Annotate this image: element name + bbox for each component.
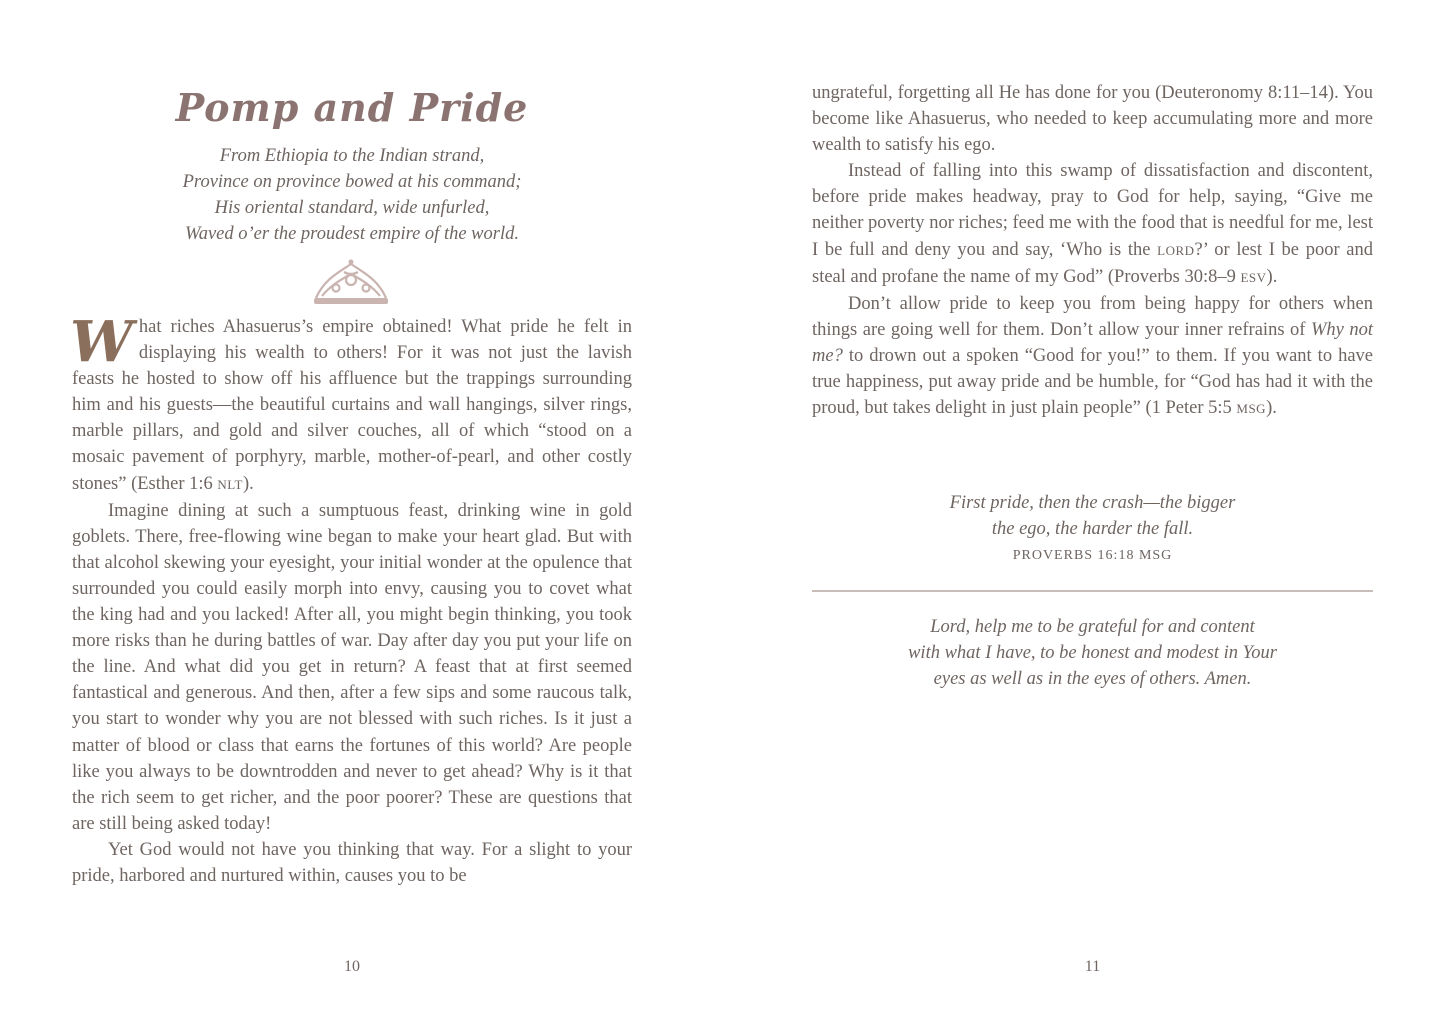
- left-page: [72, 0, 632, 1012]
- left-body-text: [70, 309, 632, 889]
- paragraph-text: ).: [242, 473, 254, 494]
- prayer: [812, 614, 1373, 692]
- scripture-quote: [812, 490, 1373, 569]
- bible-version: NLT: [217, 476, 243, 492]
- tiara-icon: [310, 258, 392, 306]
- right-page: [812, 0, 1373, 1012]
- paragraph-text: Instead of falling into this swamp of dissatisfaction and discontent, before pride makes headway, pray to God for help, saying, “Give me neither poverty nor riches; feed me with the food that is needful for me, lest I be full and deny you and say, ‘Who is the: [812, 161, 1373, 260]
- italic-phrase: Why not me?: [812, 319, 1373, 366]
- paragraph: Imagine dining at such a sumptuous feast, drinking wine in gold goblets. There, free-flowing wine began to make your heart glad. But with that alcohol skewing your eyesight, your initial wonder at the opulence that surrounded you could easily morph into envy, causing you to covet what the king had and you lacked! After all, you might begin thinking, you took more risks than he during battles of war. Day after day you put your life on the line. And what did you get in return? A feast that at first seemed fantastical and generous. And then, after a few sips and some raucous talk, you start to wonder why you are not blessed with such riches. Is it just a matter of blood or class that earns the fortunes of this world? Are people like you always to be downtrodden and never to get ahead? Why is it that the rich seem to get richer, and the poor poorer? These are questions that are still being asked today!: [72, 500, 632, 834]
- quote-line: First pride, then the crash—the bigger: [949, 493, 1236, 513]
- epigraph-line: Waved o’er the proudest empire of the world.: [185, 224, 519, 244]
- page-number: 11: [1084, 958, 1101, 975]
- paragraph: Yet God would not have you thinking that way. For a slight to your pride, harbored and nurtured within, causes you to be: [72, 839, 632, 886]
- epigraph: [72, 143, 632, 247]
- quote-line: the ego, the harder the fall.: [991, 519, 1194, 539]
- paragraph-text: ?’ or lest I be poor and steal and profane the name of my God” (Proverbs 30:8–9: [812, 239, 1374, 287]
- divine-name: LORD: [1157, 242, 1195, 258]
- prayer-line: with what I have, to be honest and modest in Your: [908, 643, 1277, 663]
- paragraph: [70, 309, 632, 498]
- paragraph-text: hat riches Ahasuerus’s empire obtained! What pride he felt in displaying his wealth to others! For it was not just the lavish feasts he hosted to show off his affluence but the trappings surrounding him and his guests—the beautiful curtains and wall hangings, silver rings, marble pillars, and gold and silver couches, all of which “stood on a mosaic pavement of porphyry, marble, mother-of-pearl, and other costly stones” (Esther 1:6: [72, 317, 632, 494]
- page-number: 10: [344, 958, 360, 975]
- paragraph: [812, 158, 1373, 290]
- epigraph-line: His oriental standard, wide unfurled,: [214, 198, 490, 218]
- paragraph: [812, 291, 1373, 422]
- paragraph-text: Don’t allow pride to keep you from being happy for others when things are going well for them. Don’t allow your inner refrains of: [812, 293, 1373, 340]
- bible-version: MSG: [1236, 401, 1267, 417]
- paragraph-text: ).: [1266, 398, 1277, 419]
- drop-cap: W: [70, 309, 133, 375]
- divider: [812, 590, 1373, 592]
- paragraph-text: ).: [1266, 266, 1278, 287]
- epigraph-line: From Ethiopia to the Indian strand,: [219, 146, 485, 166]
- right-body-text: [812, 80, 1373, 422]
- paragraph-text: to drown out a spoken “Good for you!” to them. If you want to have true happiness, put away pride and be humble, for “God has had it with the proud, but takes delight in just plain people” (1 Peter 5:5: [812, 345, 1373, 419]
- prayer-line: Lord, help me to be grateful for and content: [930, 617, 1255, 637]
- chapter-title: Pomp and Pride: [175, 85, 529, 130]
- prayer-line: eyes as well as in the eyes of others. Amen.: [933, 669, 1252, 689]
- quote-reference: PROVERBS 16:18 MSG: [1012, 548, 1173, 563]
- bible-version: ESV: [1240, 269, 1267, 285]
- paragraph: ungrateful, forgetting all He has done for you (Deuteronomy 8:11–14). You become like Ahasuerus, who needed to keep accumulating more and more wealth to satisfy his ego.: [812, 83, 1373, 156]
- epigraph-line: Province on province bowed at his command;: [182, 172, 522, 192]
